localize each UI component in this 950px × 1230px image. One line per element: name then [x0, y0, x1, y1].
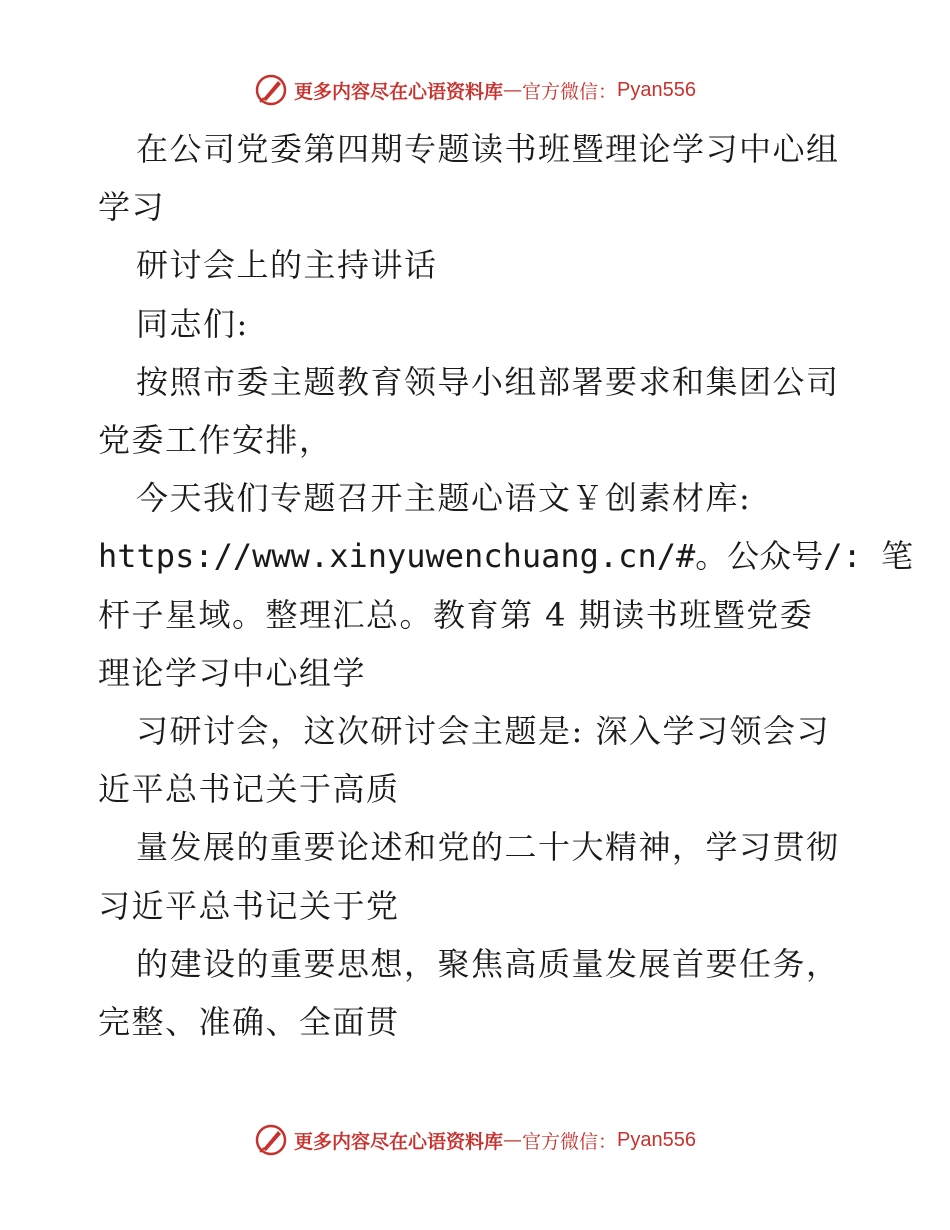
wechat-label: 官方微信： [522, 1130, 618, 1153]
text-line: 习研讨会，这次研讨会主题是: 深入学习领会习 [136, 712, 830, 751]
text-line: 习近平总书记关于党 [98, 886, 400, 925]
text-line: https://www.xinyuwenchuang.cn/#。公众号/: 笔 [98, 537, 914, 576]
brand-text: 更多内容尽在心语资料库 [294, 1130, 504, 1153]
text-line: 学习 [98, 188, 166, 227]
wechat-id: Pyan556 [617, 78, 696, 101]
text-line: 理论学习中心组学 [98, 653, 367, 692]
wechat-id: Pyan556 [617, 1128, 696, 1151]
text-line: 今天我们专题召开主题心语文￥创素材库: [136, 479, 752, 518]
text-line: 杆子星域。整理汇总。教育第 4 期读书班暨党委 [98, 595, 814, 634]
banner-dash: — [503, 79, 523, 101]
text-line: 党委工作安排， [98, 421, 333, 460]
text-line: 完整、准确、全面贯 [98, 1003, 400, 1042]
text-line: 在公司党委第四期专题读书班暨理论学习中心组 [136, 130, 840, 168]
text-line: 按照市委主题教育领导小组部署要求和集团公司 [136, 362, 840, 401]
wechat-label: 官方微信： [522, 80, 618, 103]
text-line: 近平总书记关于高质 [98, 770, 400, 809]
text-line: 量发展的重要论述和党的二十大精神，学习贯彻 [136, 828, 840, 867]
brand-text: 更多内容尽在心语资料库 [294, 80, 504, 103]
footer-watermark [0, 1120, 950, 1160]
header-watermark [0, 70, 950, 110]
text-line: 的建设的重要思想，聚焦高质量发展首要任务， [136, 944, 840, 983]
banner-dash: — [503, 1129, 523, 1151]
quill-logo-icon [254, 73, 288, 107]
text-line: 同志们: [136, 304, 249, 343]
text-line: 研讨会上的主持讲话 [136, 246, 438, 285]
document-body [98, 120, 914, 1051]
quill-logo-icon [254, 1123, 288, 1157]
